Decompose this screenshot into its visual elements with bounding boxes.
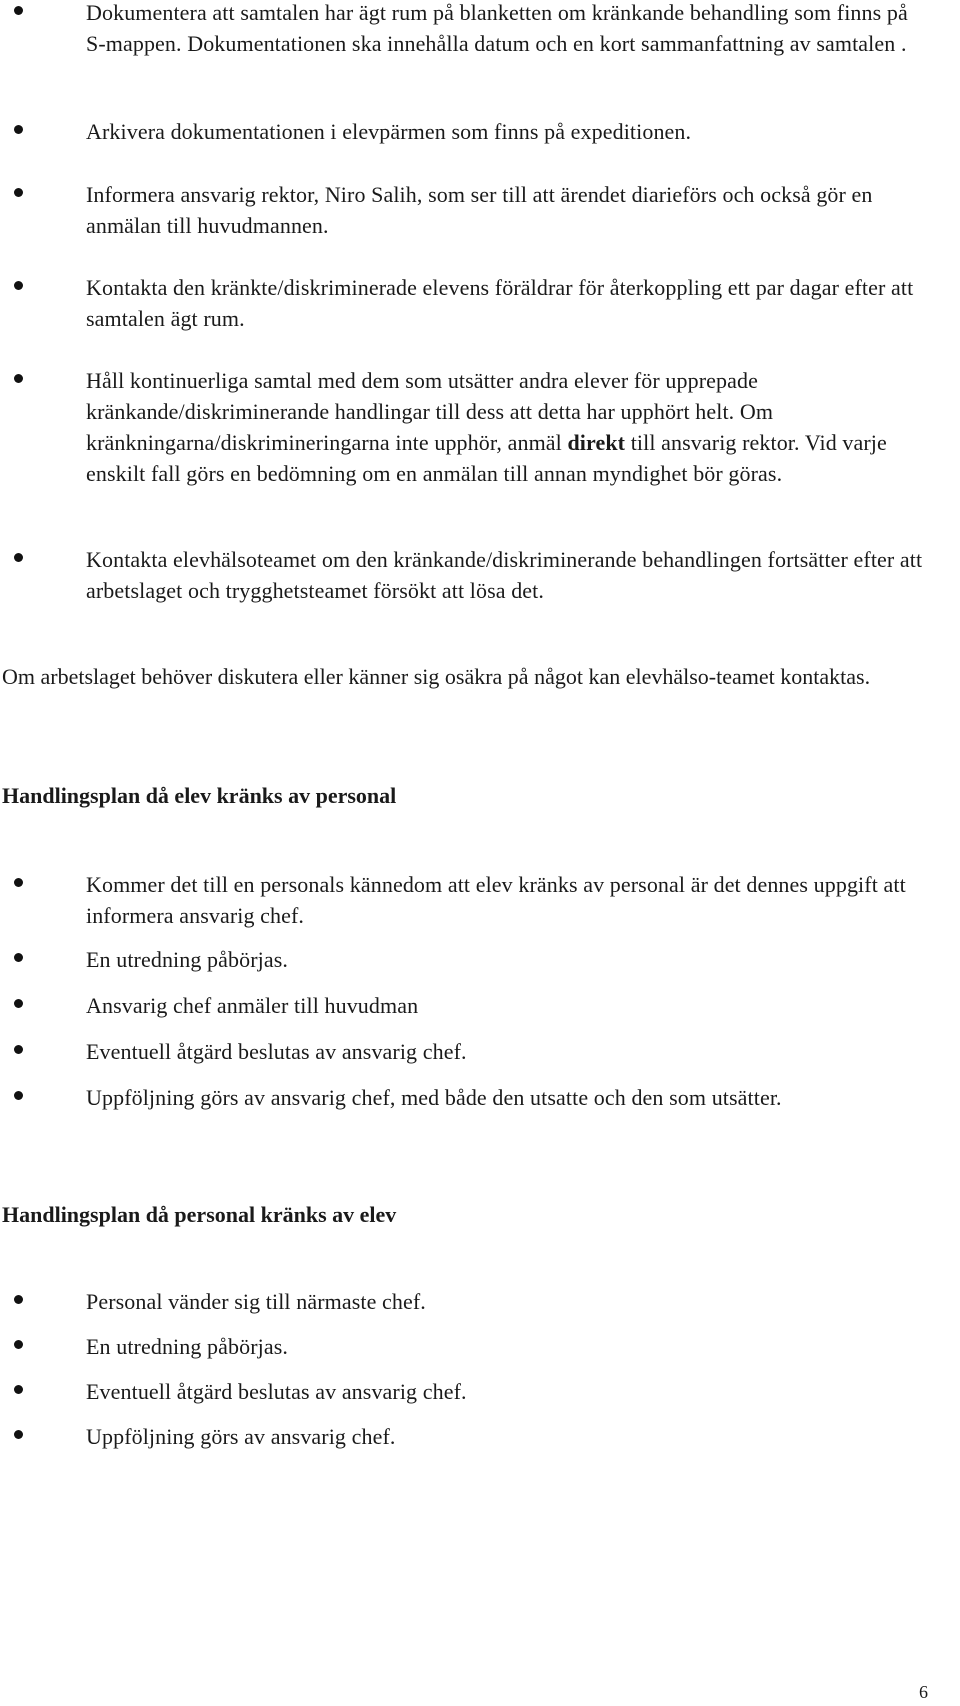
bullet-icon [14,1091,23,1100]
list-item-text: Kontakta elevhälsoteamet om den kränkande/diskriminerande behandlingen fortsätter efter att arbetslaget och trygghetsteamet försökt att lösa det. [86,547,923,603]
bullet-icon [14,878,23,887]
bullet-icon [14,188,23,197]
bullet-icon [14,1340,23,1349]
list-item-text: Kommer det till en personals kännedom att elev kränks av personal är det dennes uppgift att informera ansvarig chef. [86,872,906,928]
list-item-text: Arkivera dokumentationen i elevpärmen som finns på expeditionen. [86,119,692,144]
list-item-text: Ansvarig chef anmäler till huvudman [86,993,419,1018]
paragraph: Om arbetslaget behöver diskutera eller känner sig osäkra på något kan elevhälso-teamet kontaktas. [2,664,871,689]
bullet-icon [14,999,23,1008]
bullet-icon [14,281,23,290]
list-item-text: Eventuell åtgärd beslutas av ansvarig chef. [86,1039,467,1064]
list-item-text: Personal vänder sig till närmaste chef. [86,1289,426,1314]
list-item-text [86,365,930,489]
bullet-icon [14,374,23,383]
bullet-icon [14,1045,23,1054]
list-item-text: Informera ansvarig rektor, Niro Salih, som ser till att ärendet diarieförs och också gör en anmälan till huvudmannen. [86,182,873,238]
section-heading: Handlingsplan då elev kränks av personal [2,783,397,808]
list-item-text: Kontakta den kränkte/diskriminerade elevens föräldrar för återkoppling ett par dagar efter att samtalen ägt rum. [86,275,914,331]
list-item-text: Dokumentera att samtalen har ägt rum på blanketten om kränkande behandling som finns på S-mappen. Dokumentationen ska innehålla datum och en kort sammanfattning av samtalen . [86,0,908,56]
list-item-text: Uppföljning görs av ansvarig chef, med både den utsatte och den som utsätter. [86,1085,782,1110]
section-heading: Handlingsplan då personal kränks av elev [2,1202,397,1227]
bullet-icon [14,6,23,15]
page-number: 6 [919,1682,928,1702]
list-item-text: En utredning påbörjas. [86,947,288,972]
bullet-icon [14,125,23,134]
bullet-icon [14,1295,23,1304]
bullet-icon [14,953,23,962]
list-item-text-part: Håll kontinuerliga samtal med dem som utsätter andra elever för upprepade kränkande/diskriminerande handlingar till dess att detta har upphört helt. Om kränkningarna/diskrimineringarna inte upphör, anmäl [86,368,774,455]
list-item-text: En utredning påbörjas. [86,1334,288,1359]
list-item-text: Eventuell åtgärd beslutas av ansvarig chef. [86,1379,467,1404]
list-item-text-part: till ansvarig rektor. Vid varje enskilt fall görs en bedömning om en anmälan till annan myndighet bör göras. [86,430,887,486]
bullet-icon [14,1430,23,1439]
list-item-text: Uppföljning görs av ansvarig chef. [86,1424,396,1449]
bullet-icon [14,1385,23,1394]
bullet-icon [14,553,23,562]
emphasis-text: direkt [567,430,626,455]
